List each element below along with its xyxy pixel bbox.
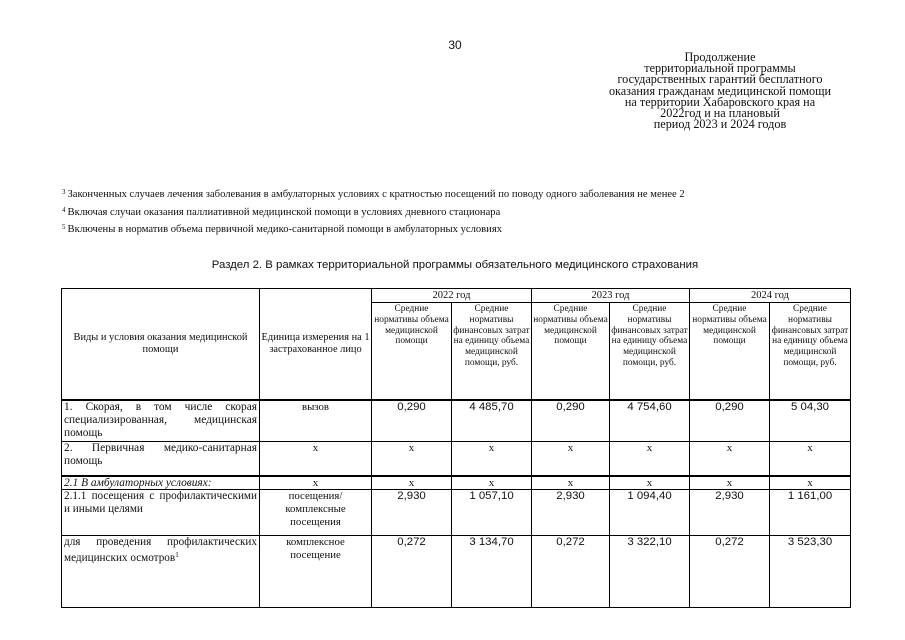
cell-value: х	[610, 442, 690, 476]
cell-value: х	[452, 442, 532, 476]
row-name-text: для проведения профилактических медицинских осмотров	[64, 535, 257, 564]
cell-value: х	[452, 476, 532, 490]
cell-value: 2,930	[372, 489, 452, 535]
cell-value: 0,272	[690, 535, 770, 607]
header-volume: Средние нормативы объема медицинской помощи	[372, 303, 452, 400]
header-cost: Средние нормативы финансовых затрат на единицу объема медицинской помощи, руб.	[610, 303, 690, 400]
cell-value: 3 523,30	[770, 535, 851, 607]
section-title: Раздел 2. В рамках территориальной программы обязательного медицинского страхования	[211, 259, 699, 271]
row-unit: вызов	[260, 400, 372, 442]
footnote-text: Включены в норматив объема первичной медико-санитарной помощи в амбулаторных условиях	[67, 224, 503, 235]
row-name: 2. Первичная медико-санитарная помощь	[62, 442, 260, 476]
table-row	[62, 400, 851, 442]
footnote-mark: 5	[62, 223, 66, 231]
footnotes	[62, 185, 822, 238]
cell-value: 2,930	[690, 489, 770, 535]
row-name	[62, 535, 260, 607]
row-unit: х	[260, 442, 372, 476]
footnote-text: Включая случаи оказания паллиативной медицинской помощи в условиях дневного стационара	[67, 206, 501, 218]
row-unit: посещения/комплексные посещения	[260, 489, 372, 535]
cell-value: 4 754,60	[610, 400, 690, 442]
continuation-line: государственных гарантий бесплатного	[617, 72, 823, 87]
cell-value: х	[610, 476, 690, 490]
header-year: 2024 год	[690, 289, 851, 303]
continuation-line: период 2023 и 2024 годов	[653, 117, 787, 132]
cell-value: 2,930	[532, 489, 610, 535]
table-row	[62, 489, 851, 535]
cell-value: 0,272	[532, 535, 610, 607]
header-kinds: Виды и условия оказания медицинской помощи	[62, 289, 260, 400]
footnote-mark: 1	[175, 550, 179, 559]
row-unit: х	[260, 476, 372, 490]
header-volume: Средние нормативы объема медицинской помощи	[532, 303, 610, 400]
cell-value: 1 161,00	[770, 489, 851, 535]
cell-value: 0,290	[690, 400, 770, 442]
cell-value: х	[532, 476, 610, 490]
row-name: 2.1.1 посещения с профилактическими и иными целями	[62, 489, 260, 535]
cell-value: х	[770, 442, 851, 476]
page-number: 30	[448, 38, 462, 52]
norms-table	[61, 288, 851, 608]
header-year: 2023 год	[532, 289, 690, 303]
cell-value: 1 057,10	[452, 489, 532, 535]
cell-value: 1 094,40	[610, 489, 690, 535]
footnote	[62, 185, 822, 203]
cell-value: х	[532, 442, 610, 476]
footnote	[62, 203, 822, 221]
table-row	[62, 442, 851, 476]
header-cost: Средние нормативы финансовых затрат на единицу объема медицинской помощи, руб.	[770, 303, 851, 400]
cell-value: х	[372, 476, 452, 490]
continuation-line: территориальной программы	[644, 61, 796, 76]
row-name: 1. Скорая, в том числе скорая специализированная, медицинская помощь	[62, 400, 260, 442]
cell-value: х	[690, 442, 770, 476]
header-cost: Средние нормативы финансовых затрат на единицу объема медицинской помощи, руб.	[452, 303, 532, 400]
cell-value: х	[690, 476, 770, 490]
footnote-mark: 4	[62, 205, 66, 214]
footnote-mark: 3	[62, 188, 66, 196]
continuation-line: на территории Хабаровского края на	[624, 94, 816, 109]
cell-value: х	[770, 476, 851, 490]
continuation-header	[585, 52, 855, 130]
continuation-line: оказания гражданам медицинской помощи	[608, 83, 832, 98]
footnote-text: Законченных случаев лечения заболевания в амбулаторных условиях с кратностью посещений по поводу одного заболевания не менее 2	[67, 189, 685, 200]
cell-value: 0,272	[372, 535, 452, 607]
cell-value: 5 04,30	[770, 400, 851, 442]
header-unit: Единица измерения на 1 застрахованное лицо	[260, 289, 372, 400]
row-name: 2.1 В амбулаторных условиях:	[62, 476, 260, 490]
cell-value: 3 322,10	[610, 535, 690, 607]
header-year: 2022 год	[372, 289, 532, 303]
cell-value: 0,290	[532, 400, 610, 442]
cell-value: 3 134,70	[452, 535, 532, 607]
cell-value: х	[372, 442, 452, 476]
table-row	[62, 476, 851, 490]
row-unit: комплексное посещение	[260, 535, 372, 607]
header-volume: Средние нормативы объема медицинской помощи	[690, 303, 770, 400]
continuation-line: 2022год и на плановый	[660, 106, 780, 121]
continuation-line: Продолжение	[684, 50, 756, 64]
table-row	[62, 535, 851, 607]
footnote	[62, 220, 822, 238]
cell-value: 0,290	[372, 400, 452, 442]
cell-value: 4 485,70	[452, 400, 532, 442]
